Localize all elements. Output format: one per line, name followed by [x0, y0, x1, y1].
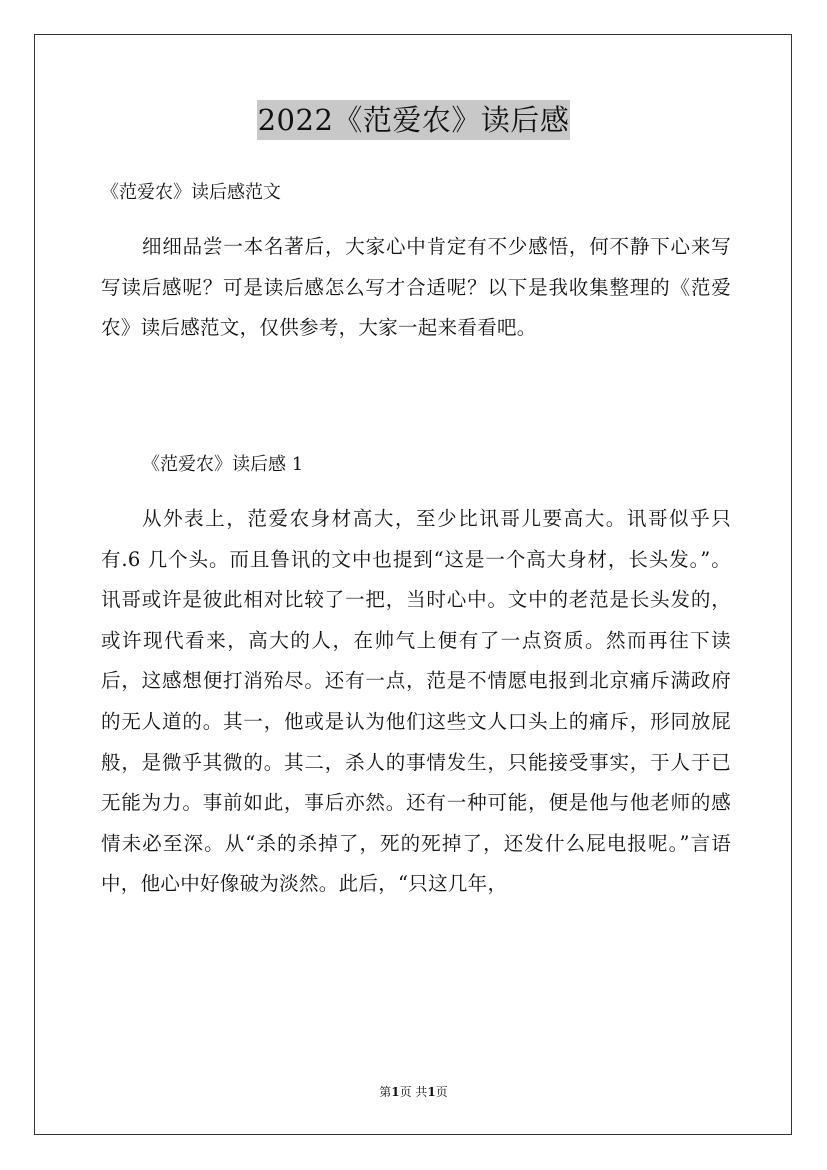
body-paragraph: 从外表上，范爱农身材高大，至少比讯哥儿要高大。讯哥似乎只有.6 几个头。而且鲁讯的文中也提到“这是一个高大身材，长头发。”。讯哥或许是彼此相对比较了一把，当时心中。文中的老范是长头发的，或许现代看来，高大的人，在帅气上便有了一点资质。然而再往下读后，这感想便打消殆尽。还有一点，范是不情愿电报到北京痛斥满政府的无人道的。其一，他或是认为他们这些文人口头上的痛斥，形同放屁般，是微乎其微的。其二，杀人的事情发生，只能接受事实，于人于已无能为力。事前如此，事后亦然。还有一种可能，便是他与他老师的感情未必至深。从“杀的杀掉了，死的死掉了，还发什么屁电报呢。”言语中，他心中好像破为淡然。此后，“只这几年， — [101, 507, 731, 896]
footer-page-current: 1 — [391, 1085, 400, 1099]
footer-page-total: 1 — [427, 1085, 436, 1099]
document-title: 2022《范爱农》读后感 — [257, 100, 571, 140]
page-footer — [0, 1083, 827, 1101]
footer-page-suffix: 页 — [435, 1085, 448, 1099]
section-heading: 《范爱农》读后感 1 — [142, 454, 304, 475]
intro-paragraph: 细细品尝一本名著后，大家心中肯定有不少感悟，何不静下心来写写读后感呢？可是读后感怎么写才合适呢？以下是我收集整理的《范爱农》读后感范文，仅供参考，大家一起来看看吧。 — [101, 235, 731, 340]
title-container — [0, 100, 827, 140]
footer-page-prefix: 第 — [379, 1085, 392, 1099]
document-subtitle: 《范爱农》读后感范文 — [101, 182, 281, 203]
footer-page-mid: 页 共 — [399, 1085, 428, 1099]
